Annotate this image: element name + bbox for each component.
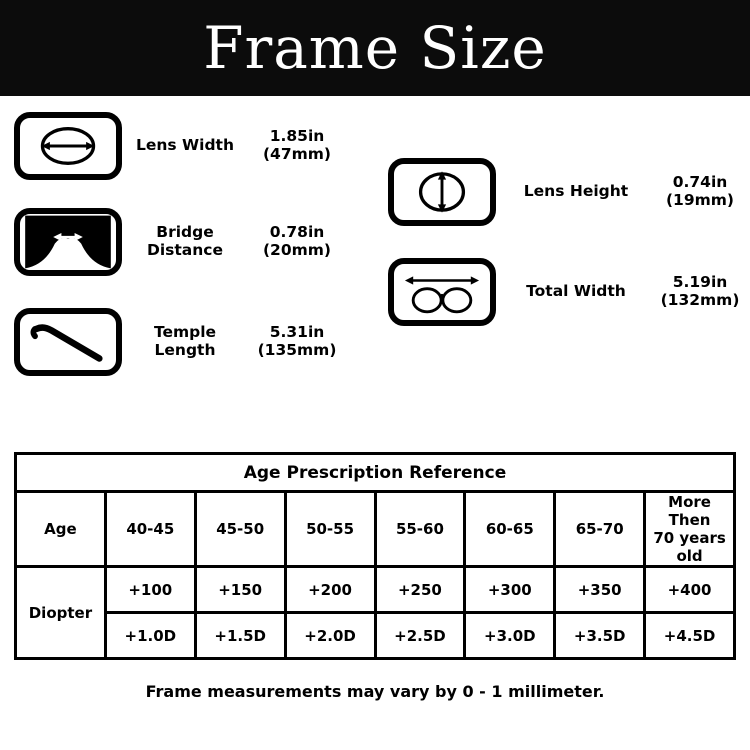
age-prescription-table bbox=[14, 452, 736, 660]
row-header-diopter: Diopter bbox=[16, 567, 106, 659]
footnote: Frame measurements may vary by 0 - 1 millimeter. bbox=[145, 682, 605, 701]
measurement-value-mm: (19mm) bbox=[665, 191, 735, 209]
table-cell-diopter: +400 bbox=[645, 567, 735, 613]
table-cell-age: 60-65 bbox=[465, 492, 555, 567]
measurement-lens-height bbox=[388, 158, 750, 226]
table-cell-age-last-line2: 70 years old bbox=[653, 529, 726, 565]
table-title-row bbox=[16, 454, 735, 492]
measurement-value-mm: (47mm) bbox=[262, 145, 332, 163]
measurement-label-line2: Length bbox=[154, 341, 216, 359]
table-row bbox=[16, 567, 735, 613]
measurement-value-mm: (135mm) bbox=[257, 341, 337, 359]
measurement-bridge-distance bbox=[14, 208, 348, 276]
table-cell-diopter-d: +2.0D bbox=[285, 613, 375, 659]
table-title: Age Prescription Reference bbox=[16, 454, 735, 492]
measurement-label: Lens Height bbox=[523, 182, 629, 201]
table-cell-diopter: +350 bbox=[555, 567, 645, 613]
table-cell-diopter: +100 bbox=[105, 567, 195, 613]
table-cell-age: 65-70 bbox=[555, 492, 645, 567]
measurement-label: Total Width bbox=[526, 282, 626, 301]
measurement-value-inches: 0.74in bbox=[672, 173, 728, 192]
measurement-value-inches: 5.31in bbox=[269, 323, 325, 342]
measurement-value-mm: (132mm) bbox=[660, 291, 740, 309]
total-width-icon bbox=[388, 258, 496, 326]
age-prescription-table-wrapper bbox=[14, 452, 736, 660]
measurement-value bbox=[650, 174, 750, 210]
table-cell-diopter: +250 bbox=[375, 567, 465, 613]
measurement-value bbox=[246, 224, 348, 260]
table-cell-diopter-d: +1.0D bbox=[105, 613, 195, 659]
measurement-value-mm: (20mm) bbox=[262, 241, 332, 259]
table-cell-diopter-d: +3.0D bbox=[465, 613, 555, 659]
measurement-label bbox=[132, 324, 238, 360]
table-cell-diopter-d: +2.5D bbox=[375, 613, 465, 659]
page-header bbox=[0, 0, 750, 96]
table-cell-age: 40-45 bbox=[105, 492, 195, 567]
table-cell-diopter-d: +3.5D bbox=[555, 613, 645, 659]
measurement-value bbox=[246, 324, 348, 360]
measurement-value bbox=[650, 274, 750, 310]
measurement-label-line2: Distance bbox=[146, 241, 223, 259]
lens-width-icon bbox=[14, 112, 122, 180]
table-cell-age: 50-55 bbox=[285, 492, 375, 567]
table-cell-age-last-line1: More Then bbox=[668, 493, 711, 529]
table-row bbox=[16, 492, 735, 567]
table-cell-age: 55-60 bbox=[375, 492, 465, 567]
table-cell-diopter: +300 bbox=[465, 567, 555, 613]
measurement-label: Lens Width bbox=[136, 136, 234, 155]
measurement-value-inches: 1.85in bbox=[269, 127, 325, 146]
table-cell-diopter-d: +1.5D bbox=[195, 613, 285, 659]
table-cell-diopter: +200 bbox=[285, 567, 375, 613]
measurement-label bbox=[132, 224, 238, 260]
table-cell-age-last bbox=[645, 492, 735, 567]
measurement-label-line1: Temple bbox=[153, 323, 217, 342]
measurement-temple-length bbox=[14, 308, 348, 376]
table-cell-age: 45-50 bbox=[195, 492, 285, 567]
row-header-age: Age bbox=[16, 492, 106, 567]
lens-height-icon bbox=[388, 158, 496, 226]
table-cell-diopter-d: +4.5D bbox=[645, 613, 735, 659]
measurement-value-inches: 5.19in bbox=[672, 273, 728, 292]
measurement-value bbox=[246, 128, 348, 164]
table-cell-diopter: +150 bbox=[195, 567, 285, 613]
bridge-distance-icon bbox=[14, 208, 122, 276]
measurements-section bbox=[0, 96, 750, 444]
measurement-total-width bbox=[388, 258, 750, 326]
table-row bbox=[16, 613, 735, 659]
temple-length-icon bbox=[14, 308, 122, 376]
measurement-lens-width bbox=[14, 112, 348, 180]
measurement-label-line1: Bridge bbox=[156, 223, 214, 242]
page-title: Frame Size bbox=[203, 14, 547, 82]
measurement-value-inches: 0.78in bbox=[269, 223, 325, 242]
